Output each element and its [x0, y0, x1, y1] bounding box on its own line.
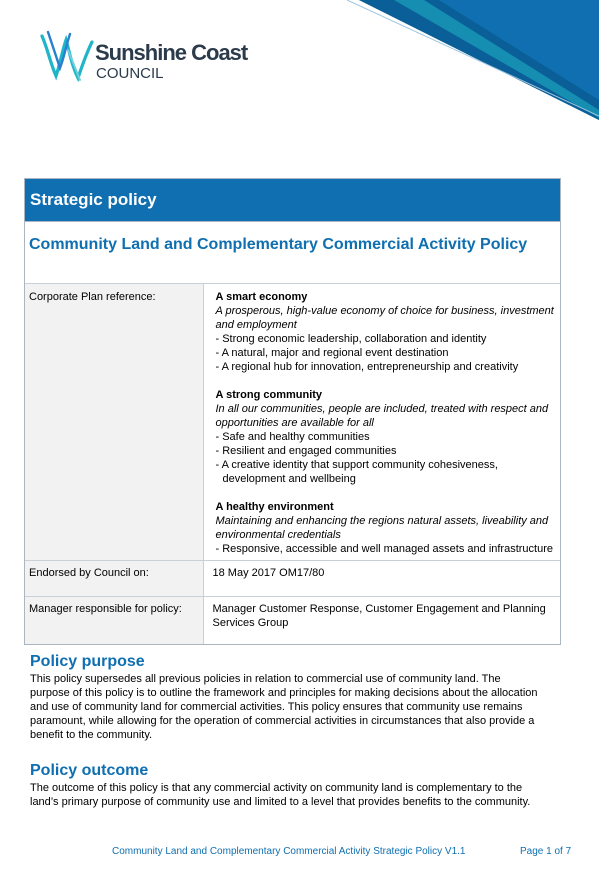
strategic-policy-header: Strategic policy: [25, 179, 560, 221]
plan-section-healthy-environment: [216, 500, 557, 556]
policy-title-block: [25, 221, 560, 283]
manager-label: Manager responsible for policy:: [25, 597, 203, 645]
list-item: - A creative identity that support community cohesiveness, development and wellbeing: [215, 459, 498, 485]
list-item: - Safe and healthy communities: [215, 431, 370, 443]
list-item: - Resilient and engaged communities: [215, 445, 397, 457]
footer-page-number: Page 1 of 7: [520, 846, 572, 857]
table-row: [25, 561, 560, 597]
plan-section-smart-economy: [216, 290, 557, 374]
table-row: [25, 597, 560, 645]
section-subtitle: Maintaining and enhancing the regions natural assets, liveability and environmental credentials: [215, 515, 549, 541]
corner-stripe-graphic: [319, 0, 599, 120]
policy-outcome-text: The outcome of this policy is that any commercial activity on community land is complementary to the land’s primary purpose of community use and limited to a level that provides benefits to the community.: [30, 782, 531, 808]
section-title: A healthy environment: [215, 501, 334, 513]
policy-summary-box: [24, 178, 561, 645]
section-title: A strong community: [215, 389, 323, 401]
council-logo: [40, 28, 260, 88]
section-subtitle: A prosperous, high-value economy of choice for business, investment and employment: [215, 305, 554, 331]
list-item: - A natural, major and regional event destination: [215, 347, 449, 359]
footer-document-title: Community Land and Complementary Commercial Activity Strategic Policy V1.1: [112, 846, 466, 857]
corporate-plan-label: Corporate Plan reference:: [25, 284, 203, 561]
manager-value: Manager Customer Response, Customer Engagement and Planning Services Group: [203, 597, 560, 645]
logo-sub-text: COUNCIL: [96, 65, 164, 82]
corporate-plan-value: [203, 284, 560, 561]
wave-mark-icon: [40, 28, 98, 84]
section-subtitle: In all our communities, people are included, treated with respect and opportunities are available for all: [215, 403, 549, 429]
policy-title: Community Land and Complementary Commercial Activity Policy: [29, 236, 528, 253]
list-item: - Strong economic leadership, collaboration and identity: [215, 333, 487, 345]
list-item: - Responsive, accessible and well managed assets and infrastructure: [215, 543, 554, 555]
list-item: - A regional hub for innovation, entrepreneurship and creativity: [215, 361, 519, 373]
endorsed-label: Endorsed by Council on:: [25, 561, 203, 597]
table-row: [25, 284, 560, 561]
policy-metadata-table: [25, 283, 560, 644]
policy-purpose-text: This policy supersedes all previous policies in relation to commercial use of community land. The purpose of this policy is to outline the framework and principles for making decisions about the allocation and use of community land for commercial activities. This policy ensures that community use remains paramount, while allowing for the operation of commercial activities in circumstances that also provide a benefit to the community.: [30, 673, 538, 741]
section-title: A smart economy: [215, 291, 308, 303]
endorsed-value: 18 May 2017 OM17/80: [203, 561, 560, 597]
plan-section-strong-community: [216, 388, 557, 486]
logo-brand-text: Sunshine Coast: [95, 40, 248, 65]
policy-purpose-heading: Policy purpose: [30, 653, 145, 670]
policy-outcome-heading: Policy outcome: [30, 762, 149, 779]
